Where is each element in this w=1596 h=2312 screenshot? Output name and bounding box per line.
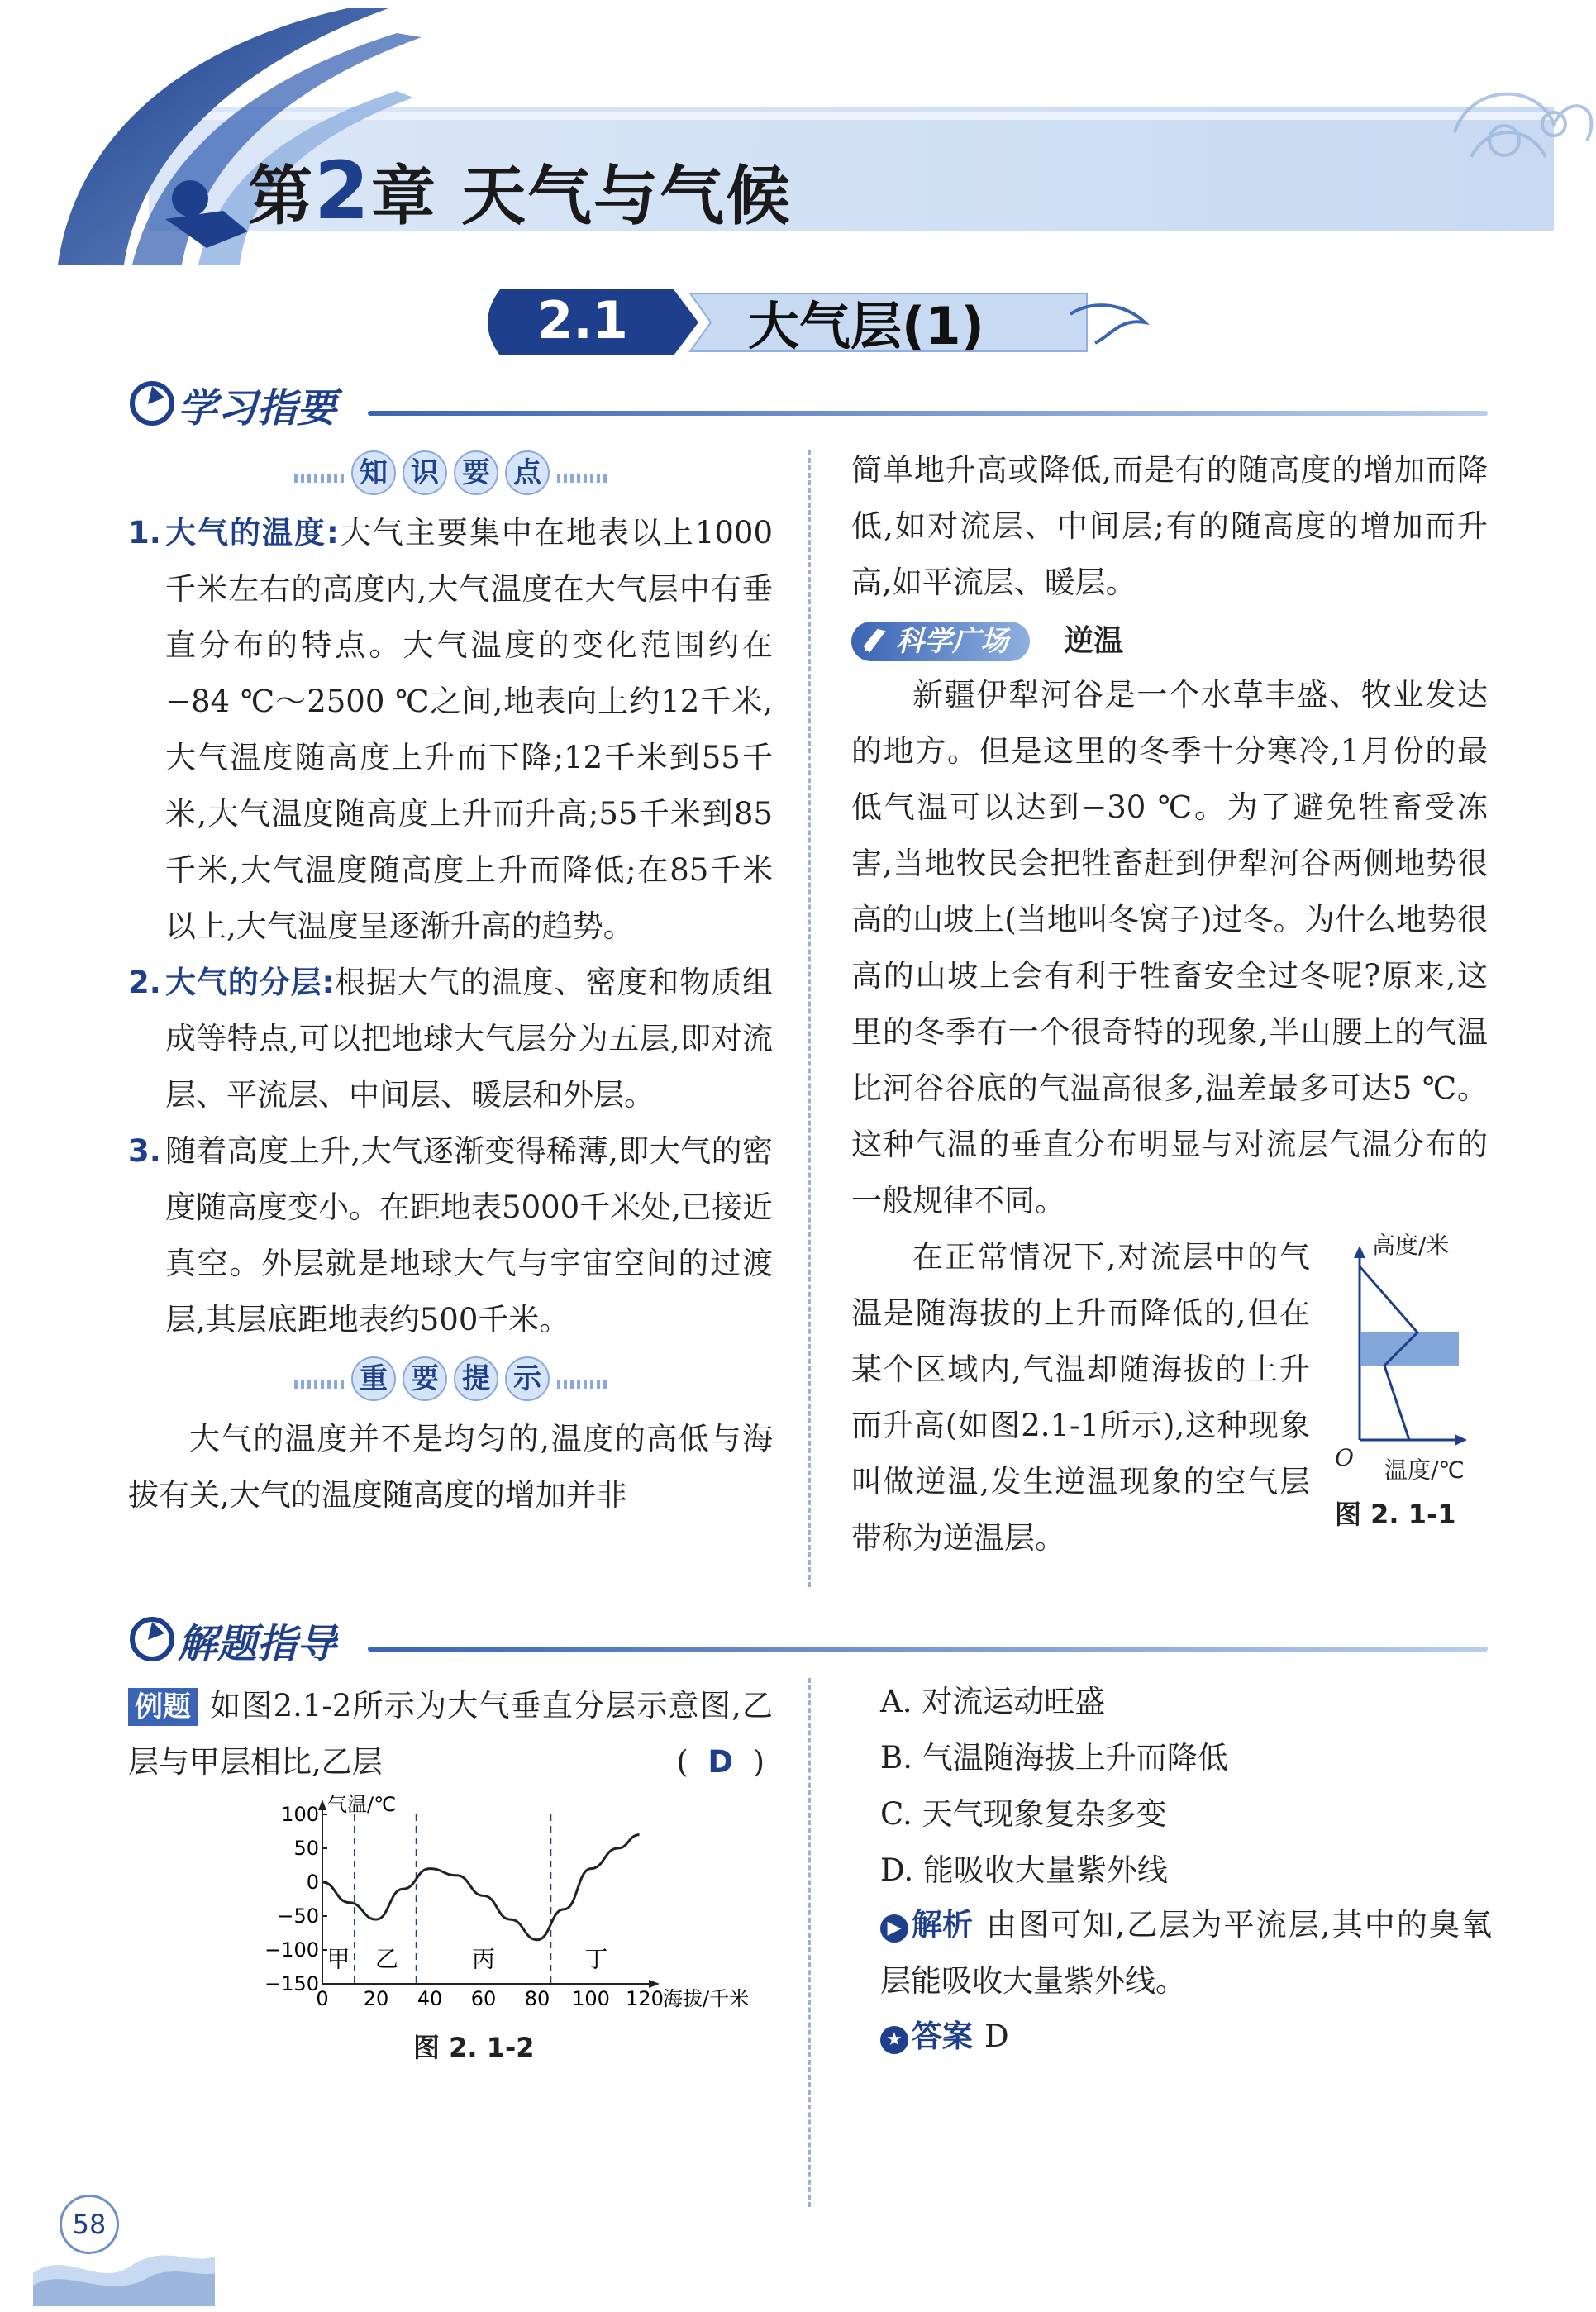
y-tick-label: −100 <box>264 1938 319 1962</box>
swirl-icon <box>128 1615 176 1663</box>
pill-char: 点 <box>505 450 550 495</box>
right-column <box>851 442 1488 1566</box>
question-text <box>128 1678 773 1790</box>
layer-label: 乙 <box>374 1945 399 1973</box>
pill-deco-left <box>294 474 344 483</box>
question-body: 如图2.1-2所示为大气垂直分层示意图,乙层与甲层相比,乙层 <box>128 1688 773 1780</box>
options-list <box>880 1674 1492 1899</box>
figure-2-1-1 <box>1327 1229 1492 1530</box>
chapter-banner <box>0 0 1596 273</box>
x-tick-label: 40 <box>417 1987 443 2010</box>
section-number: 2.1 <box>537 290 628 350</box>
item-keyword: 大气的温度: <box>165 515 339 551</box>
answer-text: D <box>984 2019 1009 2054</box>
x-axis-label: 海拔/千米 <box>663 1987 750 2010</box>
solve-title: 解题指导 <box>178 1621 337 1667</box>
option-c: C. 天气现象复杂多变 <box>880 1796 1167 1832</box>
chapter-prefix: 第 <box>248 160 315 234</box>
item-text: 根据大气的温度、密度和物质组成等特点,可以把地球大气层分为五层,即对流层、平流层、中间层、暖层和外层。 <box>165 965 774 1113</box>
pill-char: 知 <box>351 450 396 495</box>
chapter-number: 2 <box>314 145 371 237</box>
y-tick-label: −150 <box>264 1972 319 1995</box>
fig1-origin: O <box>1335 1444 1354 1471</box>
important-text-left: 大气的温度并不是均匀的,温度的高低与海拔有关,大气的温度随高度的增加并非 <box>128 1421 773 1513</box>
chapter-suffix: 章 <box>370 160 437 234</box>
pill-char: 示 <box>505 1356 550 1401</box>
fig2-caption: 图 2. 1-2 <box>413 2032 535 2063</box>
answer-tag <box>880 2009 973 2065</box>
answer-label: 答案 <box>912 2019 973 2054</box>
item-number: 2. <box>128 965 161 1000</box>
option-a: A. 对流运动旺盛 <box>880 1684 1106 1719</box>
knowledge-item-2 <box>128 955 773 1123</box>
pill-char: 要 <box>403 1356 447 1401</box>
column-divider-top <box>808 450 811 1587</box>
pill-char: 重 <box>351 1356 396 1401</box>
analysis <box>880 1897 1492 2009</box>
answer-blank <box>676 1734 765 1790</box>
arrow-icon: ▶ <box>880 1914 908 1943</box>
science-title: 逆温 <box>1064 624 1124 658</box>
knowledge-item-3 <box>128 1123 773 1348</box>
item-number: 1. <box>128 515 161 551</box>
knowledge-item-1 <box>128 505 773 955</box>
important-subhead <box>128 1356 773 1404</box>
answer <box>880 2009 1492 2065</box>
paren-open: ( <box>676 1744 688 1780</box>
x-tick-label: 120 <box>626 1987 664 2010</box>
page-number: 58 <box>60 2195 119 2254</box>
layer-label: 丁 <box>584 1945 608 1973</box>
science-header <box>851 617 1488 667</box>
option-b: B. 气温随海拔上升而降低 <box>880 1740 1228 1776</box>
item-text: 随着高度上升,大气逐渐变得稀薄,即大气的密度随高度变小。在距地表5000千米处,已接近真空。外层就是地球大气与宇宙空间的过渡层,其层底距地表约500千米。 <box>165 1133 773 1337</box>
x-tick-label: 20 <box>363 1987 389 2010</box>
header-rule <box>368 1647 1488 1652</box>
item-text: 大气主要集中在地表以上1000千米左右的高度内,大气温度在大气层中有垂直分布的特点。大气温度的变化范围约在−84 ℃～2500 ℃之间,地表向上约12千米,大气温度随高度上升而下降;12千米到55千米,大气温度随高度上升而升高;55千米到85千米,大气温度随高度上升而降低;在85千米以上,大气温度呈逐渐升高的趋势。 <box>165 515 773 944</box>
fig1-xlabel: 温度/℃ <box>1384 1456 1465 1484</box>
figure-2-1-2 <box>264 1793 750 2066</box>
item-number: 3. <box>128 1133 161 1169</box>
pill-deco-right <box>557 474 607 483</box>
pill-char: 提 <box>454 1356 498 1401</box>
pill-char: 要 <box>454 450 498 495</box>
left-column <box>128 450 773 1523</box>
rocket-icon <box>860 627 889 656</box>
fig1-ylabel: 高度/米 <box>1372 1232 1450 1259</box>
y-tick-label: 0 <box>306 1871 319 1894</box>
layer-label: 丙 <box>471 1945 496 1973</box>
y-tick-label: 50 <box>293 1837 319 1860</box>
section-header-solve <box>128 1612 1488 1670</box>
chapter-title <box>248 145 792 237</box>
pill-char: 识 <box>403 450 447 495</box>
answer-inline: D <box>707 1744 734 1780</box>
option-d: D. 能吸收大量紫外线 <box>880 1852 1168 1888</box>
science-badge <box>851 622 1030 661</box>
x-tick-label: 80 <box>524 1987 550 2010</box>
section-header-guide <box>128 376 1488 434</box>
y-tick-label: 100 <box>281 1803 319 1826</box>
science-para-1: 新疆伊犁河谷是一个水草丰盛、牧业发达的地方。但是这里的冬季十分寒冷,1月份的最低气温可以达到−30 ℃。为了避免牲畜受冻害,当地牧民会把牲畜赶到伊犁河谷两侧地势很高的山坡上(当地叫冬窝子)过冬。为什么地势很高的山坡上会有利于牲畜安全过冬呢?原来,这里的冬季有一个很奇特的现象,半山腰上的气温比河谷谷底的气温高很多,温差最多可达5 ℃。这种气温的垂直分布明显与对流层气温分布的一般规律不同。 <box>851 677 1488 1218</box>
x-tick-label: 0 <box>316 1987 329 2010</box>
header-rule <box>368 411 1488 416</box>
paren-close: ) <box>752 1744 765 1780</box>
inversion-chart <box>1327 1229 1492 1477</box>
footer-wave <box>33 2232 215 2306</box>
y-axis-arrow <box>318 1800 326 1810</box>
pill-deco-right <box>557 1380 607 1389</box>
fig1-caption: 图 2. 1-1 <box>1335 1499 1456 1530</box>
layer-label: 甲 <box>326 1945 350 1973</box>
y-axis-label: 气温/℃ <box>327 1793 397 1816</box>
science-badge-label: 科学广场 <box>896 625 1008 658</box>
analysis-text: 由图可知,乙层为平流层,其中的臭氧层能吸收大量紫外线。 <box>880 1907 1492 1999</box>
section-title: 大气层(1) <box>748 296 984 356</box>
atmosphere-chart <box>264 1793 750 2025</box>
example-question <box>128 1678 773 1790</box>
star-icon: ★ <box>880 2026 908 2054</box>
temperature-curve <box>322 1835 640 1940</box>
knowledge-subhead <box>128 450 773 498</box>
x-tick-label: 100 <box>572 1987 610 2010</box>
item-keyword: 大气的分层: <box>165 965 335 1000</box>
science-para-2-wrap <box>851 1229 1488 1566</box>
important-text-right: 简单地升高或降低,而是有的随高度的增加而降低,如对流层、中间层;有的随高度的增加而升高,如平流层、暖层。 <box>851 452 1488 600</box>
analysis-label: 解析 <box>912 1907 973 1943</box>
science-para-2: 在正常情况下,对流层中的气温是随海拔的上升而降低的,但在某个区域内,气温却随海拔的上升而升高(如图2.1-1所示),这种现象叫做逆温,发生逆温现象的空气层带称为逆温层。 <box>851 1239 1310 1556</box>
analysis-tag <box>880 1897 973 1953</box>
swirl-icon <box>128 379 176 427</box>
y-tick-label: −50 <box>277 1904 319 1928</box>
guide-title: 学习指要 <box>178 385 337 431</box>
example-tag: 例题 <box>128 1688 198 1726</box>
chapter-name: 天气与气候 <box>460 160 792 234</box>
pill-deco-left <box>294 1380 344 1389</box>
column-divider-bottom <box>808 1678 811 2207</box>
x-tick-label: 60 <box>470 1987 497 2010</box>
